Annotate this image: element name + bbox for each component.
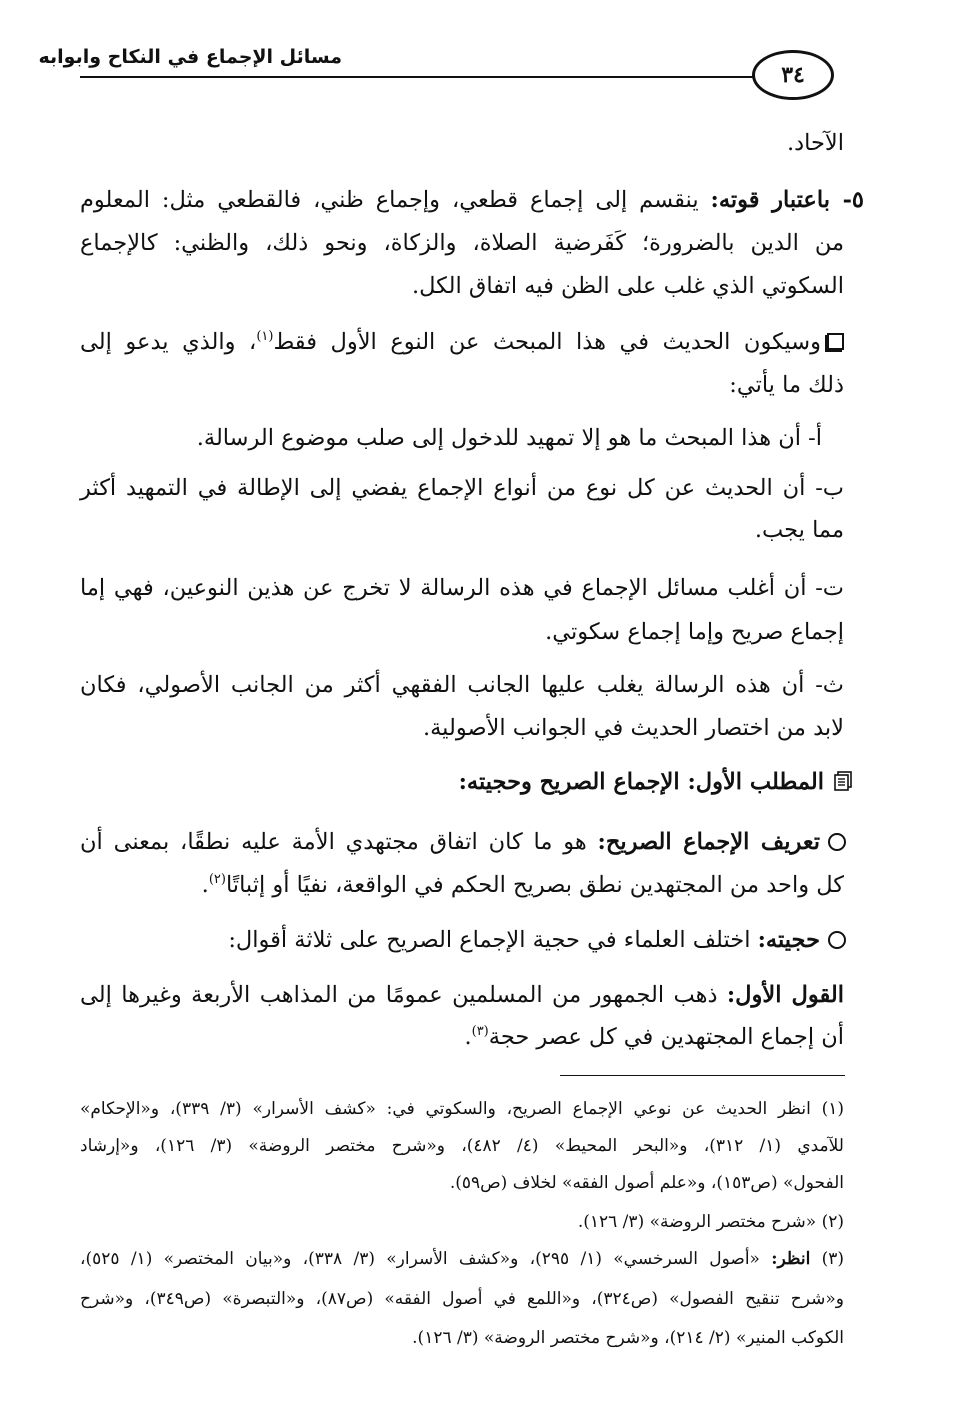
running-title: مسائل الإجماع في النكاح وابوابه — [38, 46, 342, 68]
reason-th-line1: ث- أن هذه الرسالة يغلب عليها الجانب الفقهي أكثر من الجانب الأصولي، فكان — [80, 672, 844, 698]
scope-text-end: ، والذي يدعو إلى — [80, 329, 257, 355]
scope-line — [80, 327, 844, 357]
definition-text-2: كل واحد من المجتهدين نطق بصريح الحكم في الواقعة، نفيًا أو إثباتًا — [225, 872, 844, 898]
footnote-3-line3: الكوكب المنير» (٢/ ٢١٤)، و«شرح مختصر الروضة» (٣/ ١٢٦). — [412, 1328, 844, 1348]
scope-text: وسيكون الحديث في هذا المبحث عن النوع الأول فقط — [273, 329, 822, 355]
text-line: ذلك ما يأتي: — [729, 372, 844, 398]
authority-line — [80, 925, 846, 955]
item-5-text: ينقسم إلى إجماع قطعي، وإجماع ظني، فالقطعي مثل: المعلوم — [80, 187, 699, 213]
footnote-3-line1 — [80, 1247, 844, 1271]
reason-t-line1: ت- أن أغلب مسائل الإجماع في هذه الرسالة لا تخرج عن هذين النوعين، فهي إما — [80, 575, 844, 601]
definition-label: تعريف الإجماع الصريح: — [597, 829, 820, 855]
item-5-label: ٥- باعتبار قوته: — [710, 187, 864, 213]
footnote-3-text: «أصول السرخسي» (١/ ٢٩٥)، و«كشف الأسرار» (٣/ ٣٣٨)، و«بيان المختصر» (١/ ٥٢٥)، — [80, 1249, 760, 1269]
section-heading-text: المطلب الأول: الإجماع الصريح وحجيته: — [458, 769, 824, 795]
footnote-marker[interactable]: (٣) — [471, 1024, 489, 1039]
page-number: ٣٤ — [752, 50, 834, 100]
reason-a: أ- أن هذا المبحث ما هو إلا تمهيد للدخول إلى صلب موضوع الرسالة. — [196, 425, 822, 451]
header-rule — [80, 76, 770, 78]
reason-b-line2: مما يجب. — [754, 517, 844, 543]
footnote-1-line3: الفحول» (ص١٥٣)، و«علم أصول الفقه» لخلاف (ص٥٩). — [449, 1173, 844, 1193]
reason-th-line2: لابد من اختصار الحديث في الجوانب الأصولية. — [422, 715, 844, 741]
footnote-separator — [560, 1075, 845, 1076]
reason-b-line1: ب- أن الحديث عن كل نوع من أنواع الإجماع يفضي إلى الإطالة في التمهيد أكثر — [80, 475, 844, 501]
footnote-3-label: انظر: — [771, 1249, 811, 1269]
footnote-1-line1: (١) انظر الحديث عن نوعي الإجماع الصريح، والسكوتي في: «كشف الأسرار» (٣/ ٣٣٩)، و«الإحكام» — [80, 1099, 844, 1119]
text-line: السكوتي الذي غلب على الظن فيه اتفاق الكل. — [411, 273, 844, 299]
definition-line1 — [80, 827, 846, 857]
text-line: الآحاد. — [786, 130, 844, 156]
definition-text: هو ما كان اتفاق مجتهدي الأمة عليه نطقًا، بمعنى أن — [80, 829, 587, 855]
documents-icon — [832, 770, 854, 792]
item-5-line — [80, 185, 864, 215]
authority-text: اختلف العلماء في حجية الإجماع الصريح على ثلاثة أقوال: — [228, 927, 751, 953]
text-line: من الدين بالضرورة؛ كَفَرضية الصلاة، والزكاة، ونحو ذلك، والظني: كالإجماع — [80, 230, 844, 256]
footnote-3-line2: و«شرح تنقيح الفصول» (ص٣٢٤)، و«اللمع في أصول الفقه» (ص٨٧)، و«التبصرة» (ص٣٤٩)، و«شرح — [80, 1289, 845, 1309]
authority-label: حجيته: — [757, 927, 820, 953]
first-opinion-line2: أن إجماع المجتهدين في كل عصر حجة$^{(٣)}$. — [464, 1024, 844, 1050]
footnote-marker[interactable]: (٢) — [208, 872, 226, 887]
circle-bullet-icon — [828, 833, 846, 851]
footnote-2: (٢) «شرح مختصر الروضة» (٣/ ١٢٦). — [577, 1212, 844, 1232]
first-opinion-text: ذهب الجمهور من المسلمين عمومًا من المذاهب الأربعة وغيرها إلى — [80, 982, 718, 1008]
circle-bullet-icon — [828, 931, 846, 949]
first-opinion-text-2: أن إجماع المجتهدين في كل عصر حجة — [488, 1024, 844, 1050]
section-heading — [80, 767, 854, 797]
reason-t-line2: إجماع صريح وإما إجماع سكوتي. — [545, 619, 844, 645]
first-opinion-label: القول الأول: — [726, 982, 844, 1008]
first-opinion-line1 — [80, 980, 844, 1010]
square-bullet-icon — [827, 333, 844, 350]
definition-line2: كل واحد من المجتهدين نطق بصريح الحكم في الواقعة، نفيًا أو إثباتًا$^{(٢)}$. — [201, 872, 844, 898]
footnote-marker[interactable]: (١) — [256, 329, 274, 344]
footnote-3-number: (٣) — [821, 1249, 844, 1269]
footnote-1-line2: للآمدي (١/ ٣١٢)، و«البحر المحيط» (٤/ ٤٨٢)، و«شرح مختصر الروضة» (٣/ ١٢٦)، و«إرشاد — [80, 1136, 844, 1156]
